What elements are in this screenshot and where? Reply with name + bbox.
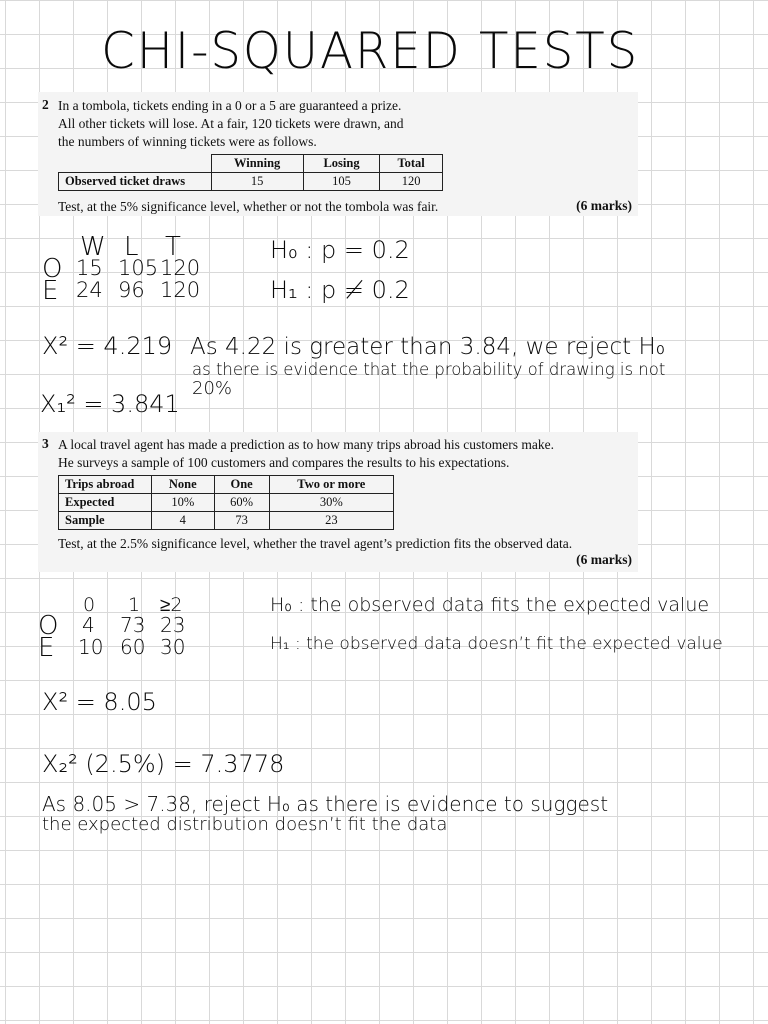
table-cell: 105: [303, 173, 379, 191]
expected-value: 10: [78, 635, 104, 659]
marks-label: (6 marks): [576, 198, 632, 213]
expected-value: 30: [160, 635, 186, 659]
question-3-card: [38, 432, 638, 572]
conclusion-line: As 8.05 > 7.38, reject H₀ as there is evidence to suggest: [42, 792, 609, 816]
expected-value: 24: [76, 278, 103, 302]
observed-value: 73: [120, 613, 146, 637]
null-hypothesis: H₀ : p = 0.2: [270, 236, 410, 264]
question-number: 3: [42, 436, 49, 451]
chi-squared-statistic: X² = 8.05: [42, 688, 157, 716]
expected-value: 96: [118, 278, 145, 302]
table-row-label: Observed ticket draws: [59, 173, 212, 191]
conclusion-line: the expected distribution doesn’t fit the data: [42, 814, 448, 835]
question-2-card: [38, 92, 638, 216]
col-header: 1: [128, 594, 141, 616]
col-header: T: [165, 232, 181, 262]
observed-ticket-table: [58, 154, 443, 191]
null-hypothesis: H₀ : the observed data fits the expected value: [270, 594, 710, 616]
row-label-expected: E: [38, 633, 55, 663]
table-header: One: [214, 476, 269, 494]
table-cell: 15: [211, 173, 303, 191]
alternative-hypothesis: H₁ : p ≠ 0.2: [270, 276, 410, 304]
table-header: Two or more: [269, 476, 393, 494]
table-header: Total: [380, 155, 443, 173]
table-header: None: [152, 476, 215, 494]
table-header: Winning: [211, 155, 303, 173]
conclusion-line: as there is evidence that the probability of drawing is not: [192, 360, 666, 379]
observed-value: 23: [160, 613, 186, 637]
question-text-line: He surveys a sample of 100 customers and compares the results to his expectations.: [58, 455, 510, 470]
observed-value: 105: [118, 256, 159, 280]
expected-value: 120: [160, 278, 201, 302]
critical-value: X₂² (2.5%) = 7.3778: [42, 750, 285, 778]
critical-value: X₁² = 3.841: [40, 390, 180, 418]
observed-value: 4: [82, 613, 95, 637]
page-title: CHI-SQUARED TESTS: [101, 22, 640, 80]
table-row-label: Sample: [59, 512, 152, 530]
question-number: 2: [42, 97, 49, 112]
question-text-line: All other tickets will lose. At a fair, 120 tickets were drawn, and: [58, 116, 404, 131]
question-task: Test, at the 5% significance level, whether or not the tombola was fair.: [58, 199, 439, 214]
table-cell: 30%: [269, 494, 393, 512]
question-text-line: the numbers of winning tickets were as follows.: [58, 134, 317, 149]
conclusion-line: As 4.22 is greater than 3.84, we reject H₀: [190, 334, 665, 360]
row-label-observed: O: [42, 254, 63, 284]
col-header: L: [124, 232, 139, 262]
chi-squared-statistic: X² = 4.219: [42, 332, 173, 360]
alternative-hypothesis: H₁ : the observed data doesn’t fit the expected value: [270, 634, 723, 654]
col-header: W: [80, 232, 106, 262]
table-cell: 73: [214, 512, 269, 530]
col-header: 0: [83, 594, 96, 616]
expected-value: 60: [120, 635, 146, 659]
table-header: Trips abroad: [59, 476, 152, 494]
table-cell: 60%: [214, 494, 269, 512]
question-task: Test, at the 2.5% significance level, whether the travel agent’s prediction fits the observed data.: [58, 536, 573, 551]
table-row-label: Expected: [59, 494, 152, 512]
table-cell: 4: [152, 512, 215, 530]
table-cell: 120: [380, 173, 443, 191]
table-cell: 23: [269, 512, 393, 530]
observed-value: 15: [76, 256, 103, 280]
table-cell: 10%: [152, 494, 215, 512]
question-text-line: A local travel agent has made a prediction as to how many trips abroad his customers make.: [58, 437, 554, 452]
observed-value: 120: [160, 256, 201, 280]
trips-abroad-table: [58, 475, 394, 530]
table-header: Losing: [303, 155, 379, 173]
conclusion-line: 20%: [192, 378, 233, 399]
row-label-observed: O: [38, 611, 59, 641]
question-text-line: In a tombola, tickets ending in a 0 or a 5 are guaranteed a prize.: [58, 98, 402, 113]
col-header: ≥2: [160, 594, 183, 616]
row-label-expected: E: [42, 276, 59, 306]
marks-label: (6 marks): [576, 552, 632, 567]
